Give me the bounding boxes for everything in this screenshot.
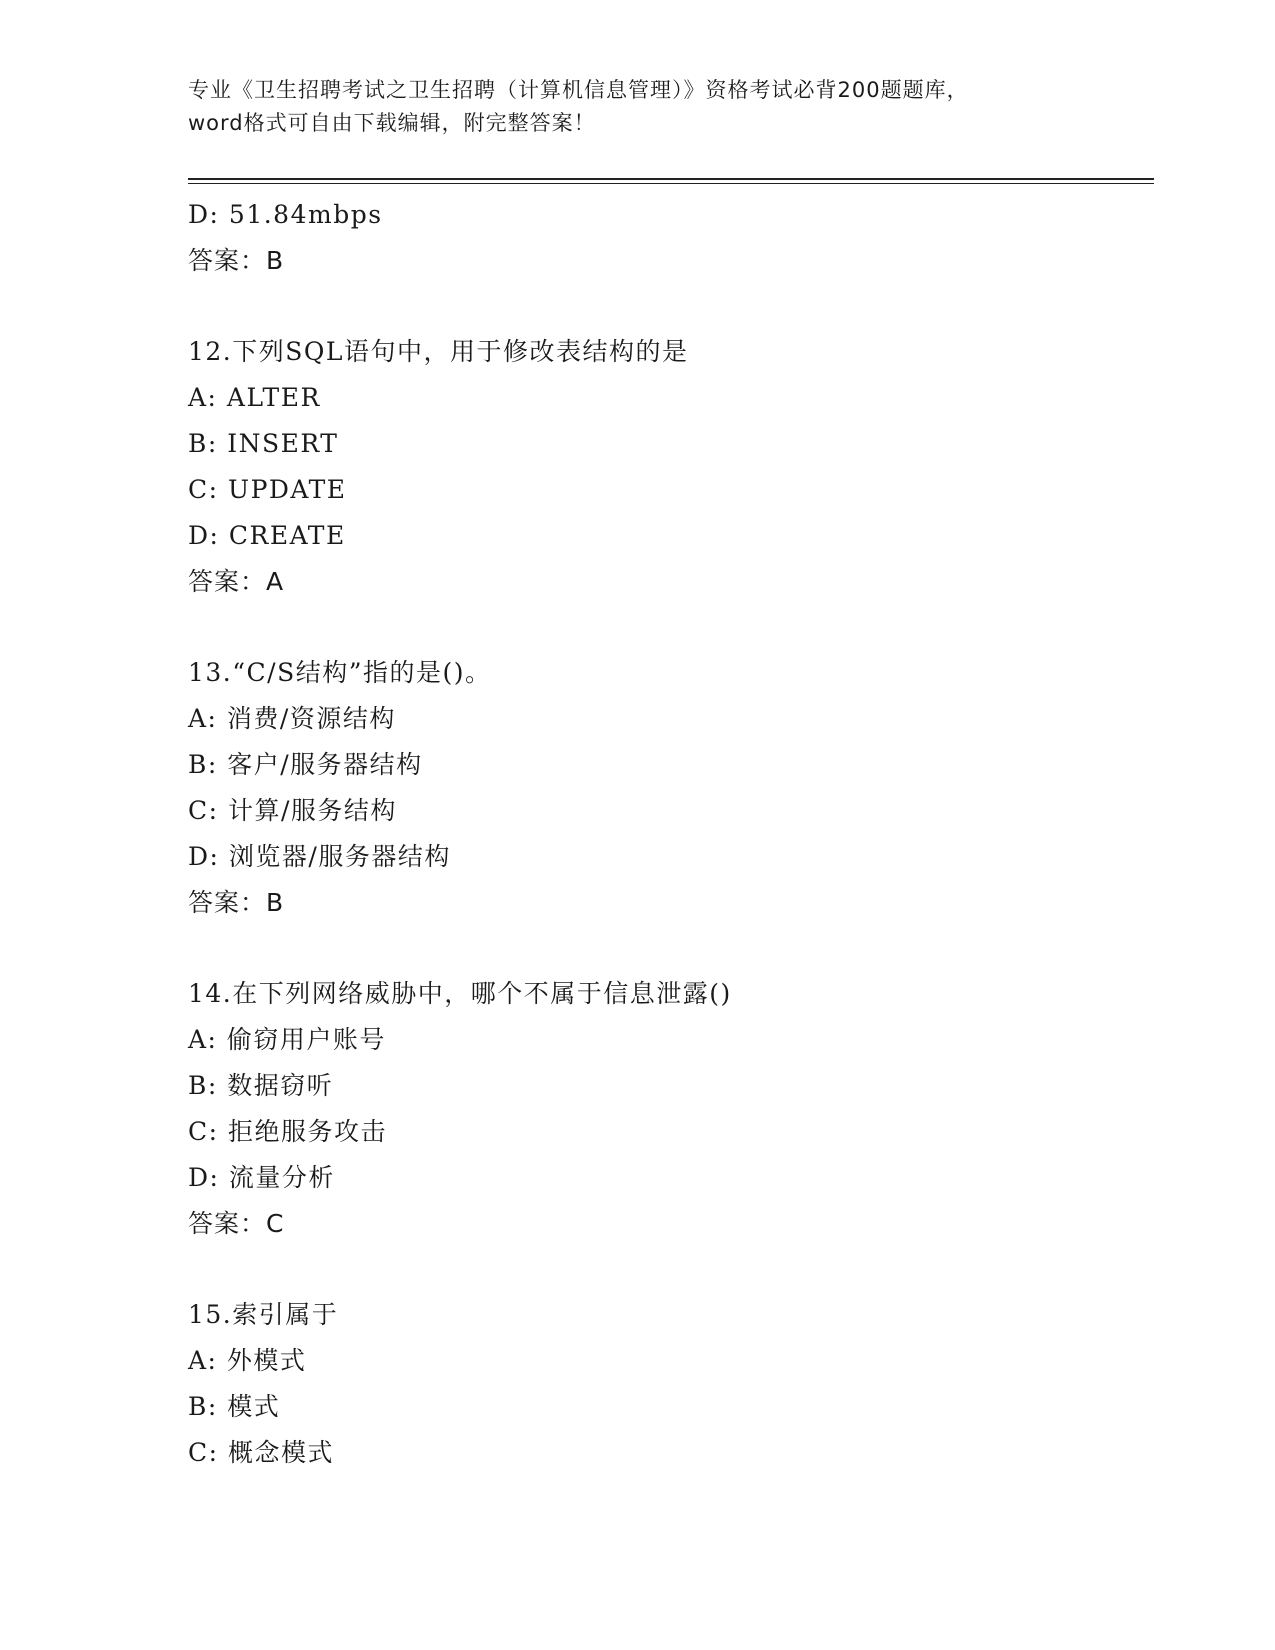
question-answer: 答案：C [188,1209,285,1238]
option-a: A: 外模式 [188,1346,307,1375]
question-stem: 12.下列SQL语句中，用于修改表结构的是 [188,337,689,366]
option-d: D: 浏览器/服务器结构 [188,842,451,871]
option-b: B: 模式 [188,1392,281,1421]
header-divider-thin [188,183,1154,184]
option-a: A: ALTER [188,383,321,412]
option-d: D: 流量分析 [188,1163,335,1192]
question-stem: 15.索引属于 [188,1300,339,1329]
question-15 [188,1292,1154,1476]
document-body [188,192,1154,1476]
header-line-2: word格式可自由下载编辑，附完整答案！ [188,111,596,135]
question-stem: 14.在下列网络威胁中，哪个不属于信息泄露() [188,979,732,1008]
option-d: D: CREATE [188,521,346,550]
document-header [188,74,1088,140]
option-a: A: 消费/资源结构 [188,704,396,733]
option-c: C: UPDATE [188,475,347,504]
prev-option-d: D: 51.84mbps [188,200,383,229]
option-c: C: 拒绝服务攻击 [188,1117,387,1146]
question-answer: 答案：A [188,567,285,596]
question-14 [188,971,1154,1247]
spacer [188,926,1154,971]
question-12 [188,329,1154,605]
header-line-1: 专业《卫生招聘考试之卫生招聘（计算机信息管理）》资格考试必背200题题库， [188,78,969,102]
option-b: B: 客户/服务器结构 [188,750,423,779]
option-b: B: 数据窃听 [188,1071,334,1100]
header-divider-thick [188,178,1154,180]
question-13 [188,650,1154,926]
spacer [188,605,1154,650]
option-c: C: 概念模式 [188,1438,334,1467]
spacer [188,1247,1154,1292]
option-a: A: 偷窃用户账号 [188,1025,386,1054]
spacer [188,284,1154,329]
option-c: C: 计算/服务结构 [188,796,397,825]
question-stem: 13.“C/S结构”指的是()。 [188,658,492,687]
prev-answer: 答案：B [188,246,285,275]
option-b: B: INSERT [188,429,339,458]
question-answer: 答案：B [188,888,285,917]
